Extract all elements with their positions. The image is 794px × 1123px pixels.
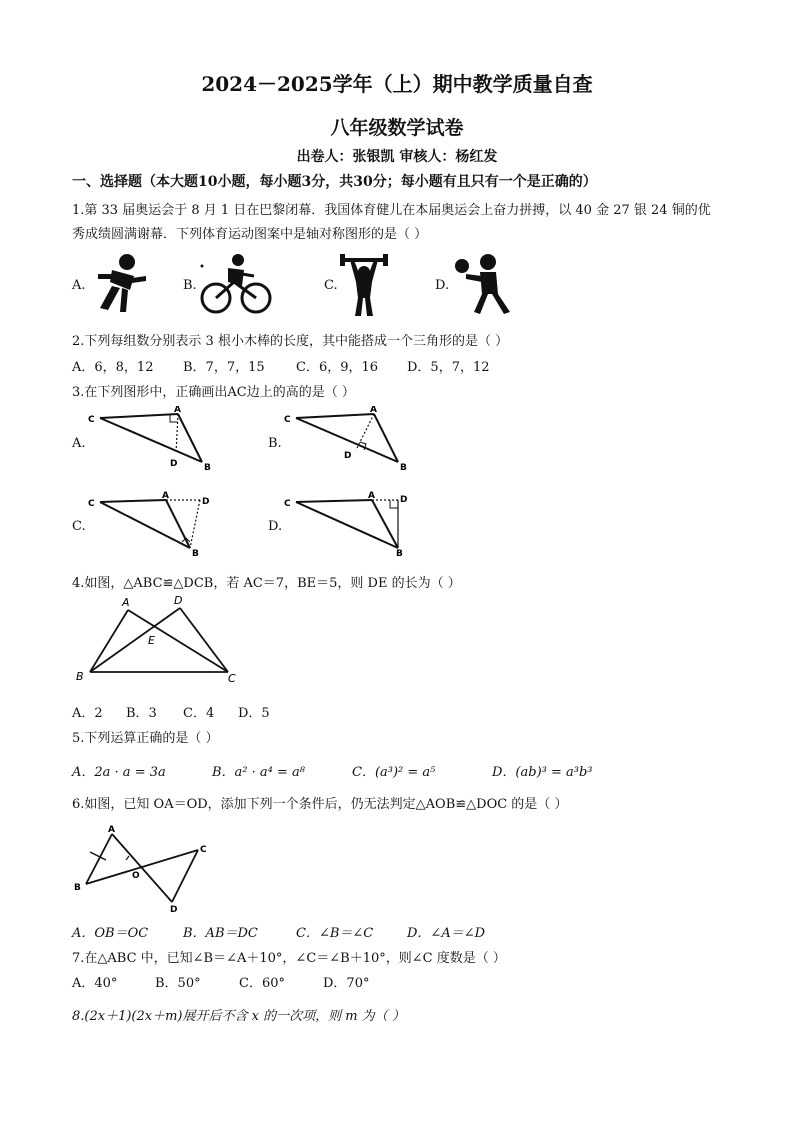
q2-option-c: C．6，9，16 bbox=[296, 360, 379, 375]
q7-option-a: A．40° bbox=[72, 976, 118, 991]
q3-figure-d bbox=[282, 490, 412, 558]
q6-figure bbox=[72, 820, 222, 916]
label-b: B bbox=[192, 549, 199, 558]
q5-option-a: A．2a · a = 3a bbox=[72, 765, 166, 780]
q4-figure bbox=[72, 592, 242, 688]
q2-option-a: A．6，8，12 bbox=[72, 360, 154, 375]
q6-option-d: D．∠A＝∠D bbox=[407, 926, 486, 941]
label-c: C bbox=[200, 845, 207, 855]
q1-stem-line2: 秀成绩圆满谢幕．下列体育运动图案中是轴对称图形的是（ ） bbox=[72, 227, 428, 242]
q6-option-a: A．OB＝OC bbox=[72, 926, 149, 941]
label-a: A bbox=[174, 406, 181, 415]
label-o: O bbox=[132, 871, 140, 881]
label-a: A bbox=[368, 491, 375, 501]
label-a: A bbox=[122, 596, 130, 609]
q3-option-c: C. bbox=[72, 519, 86, 534]
label-c: C bbox=[284, 415, 291, 425]
q7-option-c: C．60° bbox=[239, 976, 285, 991]
q7-option-b: B．50° bbox=[155, 976, 201, 991]
label-c: C bbox=[88, 499, 95, 509]
q7-stem: 7.在△ABC 中，已知∠B＝∠A＋10°，∠C＝∠B＋10°，则∠C 度数是（ ） bbox=[72, 951, 506, 966]
label-b: B bbox=[400, 463, 407, 472]
label-a: A bbox=[162, 491, 169, 501]
label-d: D bbox=[170, 905, 178, 915]
label-c: C bbox=[284, 499, 291, 509]
q4-option-a: A．2 bbox=[72, 706, 103, 721]
q1-stem-line1: 1.第 33 届奥运会于 8 月 1 日在巴黎闭幕．我国体育健儿在本届奥运会上奋力拼搏，以 40 金 27 银 24 铜的优 bbox=[72, 203, 711, 218]
q7-option-d: D．70° bbox=[323, 976, 370, 991]
q4-option-c: C．4 bbox=[183, 706, 215, 721]
q1-option-a: A. bbox=[72, 278, 86, 293]
q3-figure-b bbox=[282, 406, 412, 472]
q4-option-b: B．3 bbox=[126, 706, 157, 721]
label-e: E bbox=[148, 634, 155, 647]
q3-figure-a bbox=[86, 406, 216, 472]
q2-option-b: B．7，7，15 bbox=[183, 360, 265, 375]
q1-option-d: D. bbox=[435, 278, 450, 293]
q6-option-c: C．∠B＝∠C bbox=[296, 926, 374, 941]
q8-stem: 8.(2x＋1)(2x＋m)展开后不含 x 的一次项，则 m 为（ ） bbox=[72, 1009, 405, 1024]
label-a: A bbox=[370, 406, 377, 415]
weightlifter-pictogram bbox=[338, 252, 390, 318]
q1-option-c: C. bbox=[324, 278, 338, 293]
q2-stem: 2.下列每组数分别表示 3 根小木棒的长度，其中能搭成一个三角形的是（ ） bbox=[72, 334, 509, 349]
exam-title: 2024－2025学年（上）期中教学质量自查 bbox=[201, 72, 593, 96]
label-d: D bbox=[174, 594, 183, 607]
q5-option-c: C．(a³)² = a⁵ bbox=[352, 765, 436, 780]
q5-option-b: B．a² · a⁴ = a⁸ bbox=[212, 765, 305, 780]
q3-option-b: B. bbox=[268, 436, 282, 451]
q3-option-d: D. bbox=[268, 519, 283, 534]
q6-option-b: B．AB＝DC bbox=[183, 926, 258, 941]
q5-option-d: D．(ab)³ = a³b³ bbox=[492, 765, 593, 780]
label-a: A bbox=[108, 825, 115, 835]
label-d: D bbox=[202, 497, 210, 507]
runner-pictogram bbox=[90, 252, 150, 316]
label-b: B bbox=[76, 670, 84, 683]
label-b: B bbox=[74, 883, 81, 893]
label-c: C bbox=[88, 415, 95, 425]
q1-option-b: B. bbox=[183, 278, 197, 293]
q3-option-a: A. bbox=[72, 436, 86, 451]
label-d: D bbox=[400, 495, 408, 505]
q4-stem: 4.如图，△ABC≌△DCB，若 AC＝7，BE＝5，则 DE 的长为（ ） bbox=[72, 576, 461, 591]
q3-figure-c bbox=[86, 490, 216, 558]
label-b: B bbox=[396, 549, 403, 558]
exam-authors: 出卷人：张银凯 审核人：杨红发 bbox=[296, 149, 498, 165]
exam-subtitle: 八年级数学试卷 bbox=[330, 117, 464, 139]
volleyball-pictogram bbox=[452, 252, 516, 318]
q3-stem: 3.在下列图形中，正确画出AC边上的高的是（ ） bbox=[72, 385, 355, 400]
cyclist-pictogram bbox=[198, 252, 274, 316]
label-d: D bbox=[344, 451, 352, 461]
label-b: B bbox=[204, 463, 211, 472]
q4-option-d: D．5 bbox=[238, 706, 270, 721]
q6-stem: 6.如图，已知 OA＝OD，添加下列一个条件后，仍无法判定△AOB≌△DOC 的是（ ） bbox=[72, 797, 568, 812]
section-heading: 一、选择题（本大题10小题，每小题3分，共30分；每小题有且只有一个是正确的） bbox=[72, 174, 597, 190]
label-d: D bbox=[170, 459, 178, 469]
q2-option-d: D．5，7，12 bbox=[407, 360, 490, 375]
label-c: C bbox=[228, 672, 236, 685]
q5-stem: 5.下列运算正确的是（ ） bbox=[72, 731, 219, 746]
